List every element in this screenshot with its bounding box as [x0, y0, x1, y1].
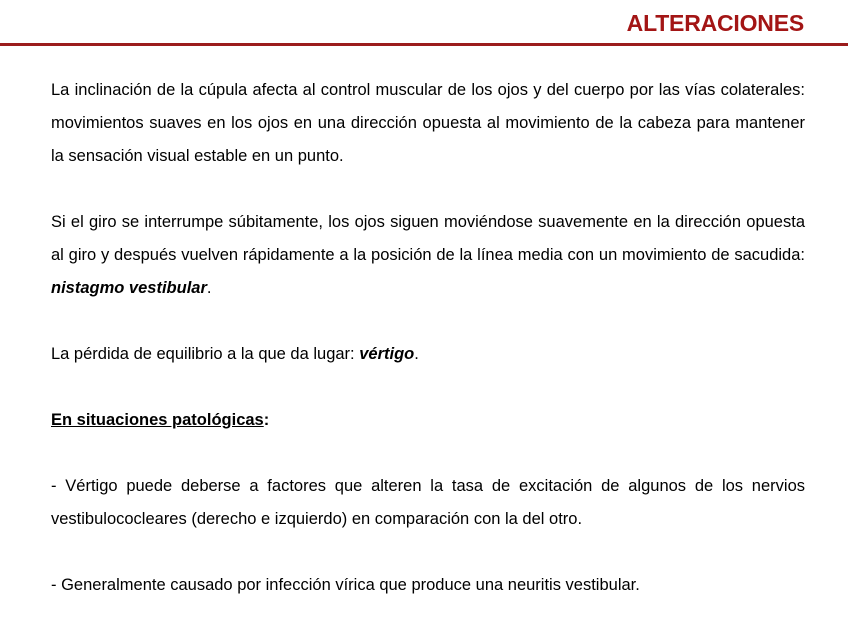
section-heading: En situaciones patológicas: [51, 411, 264, 429]
paragraph-nistagmo-end: .: [206, 279, 212, 297]
paragraph-vertigo-causes: - Vértigo puede deberse a factores que alteren la tasa de excitación de algunos de los nervios vestibulococleares (derecho e izquierdo) en comparación con la del otro.: [51, 477, 805, 528]
paragraph-vertigo-end: .: [414, 345, 419, 363]
paragraph-neuritis: - Generalmente causado por infección vírica que produce una neuritis vestibular.: [51, 576, 640, 594]
section-pathological: [51, 404, 805, 437]
term-nistagmo-vestibular: nistagmo vestibular: [51, 279, 207, 297]
paragraph-nistagmo-text: Si el giro se interrumpe súbitamente, los ojos siguen moviéndose suavemente en la dirección opuesta al giro y después vuelven rápidamente a la posición de la línea media con un movimiento de sacudida:: [51, 213, 805, 264]
slide-title: ALTERACIONES: [626, 10, 804, 36]
paragraph-vertigo: [51, 338, 805, 371]
slide-content: [51, 74, 805, 602]
section-heading-colon: :: [263, 411, 270, 429]
paragraph-vertigo-text: La pérdida de equilibrio a la que da lugar:: [51, 345, 360, 363]
term-vertigo: vértigo: [359, 345, 415, 363]
paragraph-nistagmo: [51, 206, 805, 305]
paragraph-cupula: La inclinación de la cúpula afecta al control muscular de los ojos y del cuerpo por las vías colaterales: movimientos suaves en los ojos en una dirección opuesta al movimiento de la cabeza para mantener la sensación visual estable en un punto.: [51, 81, 805, 165]
title-divider: [0, 43, 848, 46]
